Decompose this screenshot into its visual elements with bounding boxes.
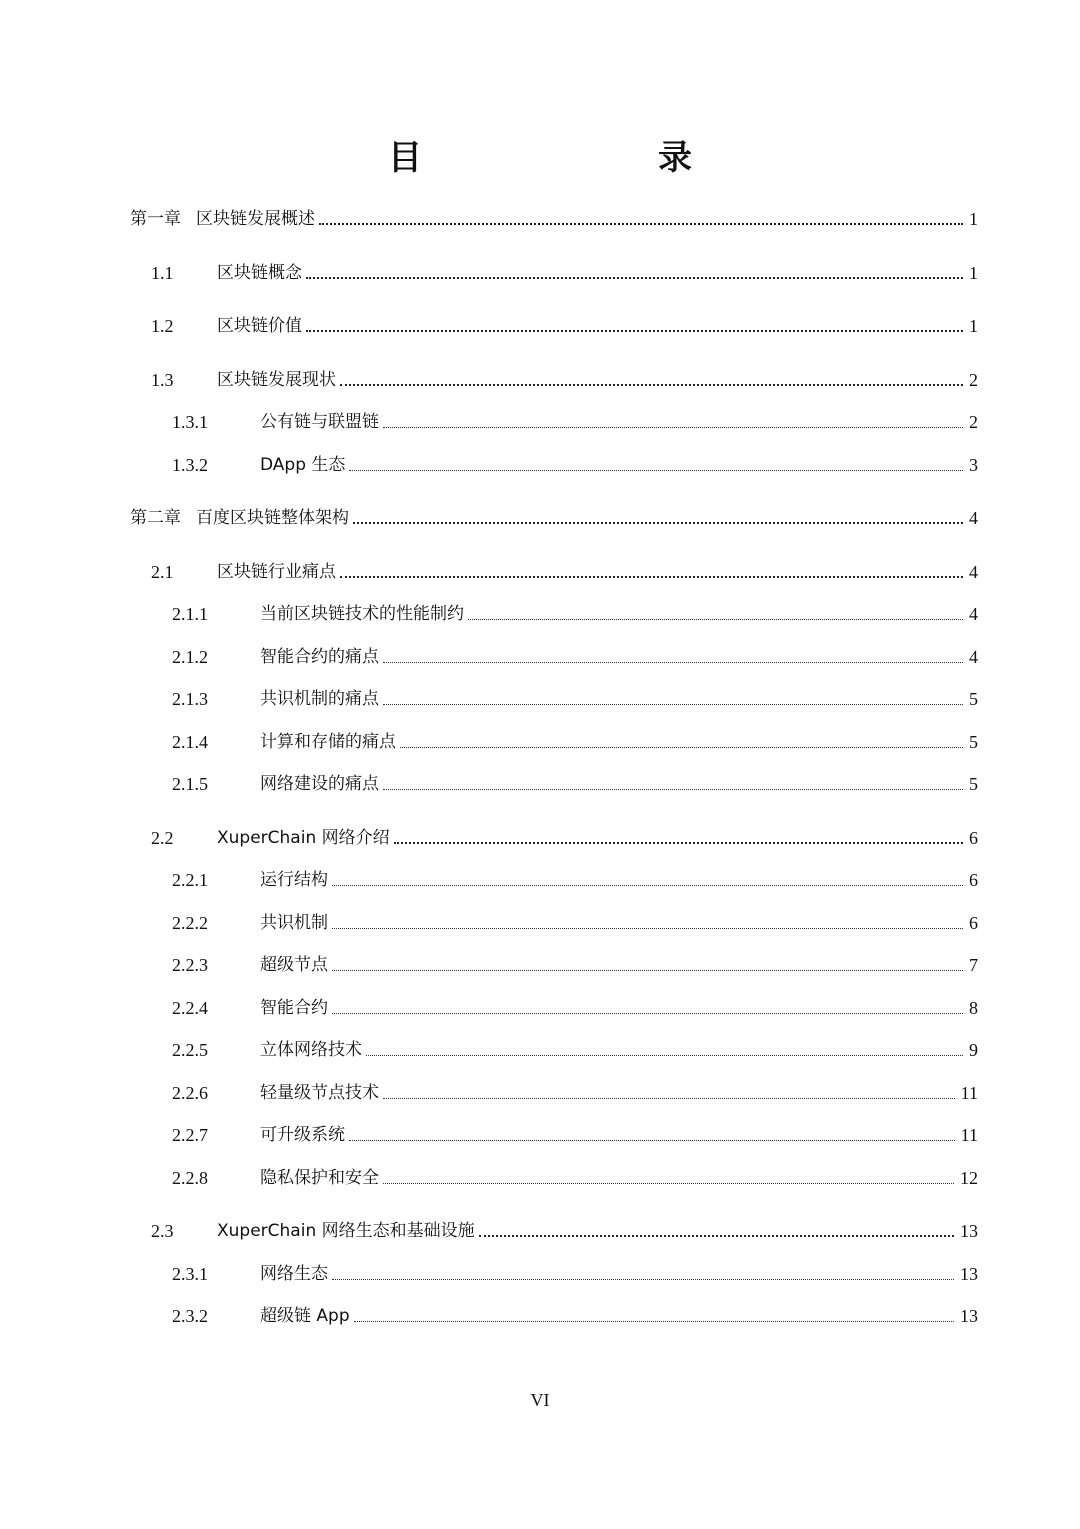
toc-label: 网络建设的痛点 [260, 774, 379, 794]
dot-leader [353, 521, 963, 524]
toc-entry-2-2-4[interactable] [172, 990, 978, 1020]
toc-entry-2-1-4[interactable] [172, 724, 978, 754]
dot-leader [340, 383, 963, 386]
page-title: 目 录 [388, 138, 748, 178]
toc-label: DApp 生态 [260, 455, 346, 475]
toc-label: 立体网络技术 [260, 1040, 362, 1060]
toc-entry-2-3[interactable] [151, 1213, 978, 1243]
toc-number: 第一章 [130, 209, 181, 229]
toc-entry-2-1-2[interactable] [172, 639, 978, 669]
toc-label: 超级节点 [260, 955, 328, 975]
toc-entry-2-2-6[interactable] [172, 1075, 978, 1105]
toc-page: 4 [969, 604, 978, 624]
toc-label: 百度区块链整体架构 [196, 508, 349, 528]
dot-leader [340, 575, 963, 578]
toc-number: 2.3 [151, 1221, 174, 1241]
toc-page: 6 [969, 913, 978, 933]
toc-page: 12 [960, 1168, 978, 1188]
dot-leader [332, 1278, 954, 1280]
toc-number: 2.1.2 [172, 647, 208, 667]
toc-page: 11 [960, 1125, 978, 1145]
toc-number: 2.2.1 [172, 870, 208, 890]
toc-page: 1 [969, 316, 978, 336]
toc-number: 第二章 [130, 508, 181, 528]
toc-label: 智能合约 [260, 998, 328, 1018]
toc-page: 4 [969, 508, 978, 528]
toc-page: 2 [969, 370, 978, 390]
toc-label: 计算和存储的痛点 [260, 732, 396, 752]
toc-number: 2.1.4 [172, 732, 208, 752]
toc-entry-2-1-3[interactable] [172, 681, 978, 711]
toc-number: 1.3.2 [172, 455, 208, 475]
toc-entry-chapter-1[interactable] [130, 201, 978, 231]
toc-entry-2-2-5[interactable] [172, 1032, 978, 1062]
dot-leader [479, 1234, 954, 1237]
toc-entry-1-2[interactable] [151, 308, 978, 338]
toc-label: 当前区块链技术的性能制约 [260, 604, 464, 624]
toc-label: 隐私保护和安全 [260, 1168, 379, 1188]
toc-entry-1-3-2[interactable] [172, 447, 978, 477]
toc-label: 可升级系统 [260, 1125, 345, 1145]
toc-entry-2-2-2[interactable] [172, 905, 978, 935]
toc-number: 2.1 [151, 562, 174, 582]
toc-number: 2.2.6 [172, 1083, 208, 1103]
dot-leader [366, 1054, 963, 1056]
toc-number: 2.2.3 [172, 955, 208, 975]
toc-entry-1-3[interactable] [151, 362, 978, 392]
toc-number: 1.1 [151, 263, 174, 283]
toc-number: 2.2.7 [172, 1125, 208, 1145]
toc-label: 公有链与联盟链 [260, 412, 379, 432]
toc-page: 8 [969, 998, 978, 1018]
toc-entry-2-3-1[interactable] [172, 1256, 978, 1286]
toc-label: 运行结构 [260, 870, 328, 890]
dot-leader [383, 1182, 954, 1184]
toc-label: 区块链发展现状 [217, 370, 336, 390]
dot-leader [319, 222, 963, 225]
toc-entry-2-1-5[interactable] [172, 766, 978, 796]
toc-page: 9 [969, 1040, 978, 1060]
toc-label: 区块链价值 [217, 316, 302, 336]
toc-entry-1-3-1[interactable] [172, 404, 978, 434]
toc-number: 2.2.8 [172, 1168, 208, 1188]
toc-number: 2.2.2 [172, 913, 208, 933]
toc-entry-2-1[interactable] [151, 554, 978, 584]
toc-page: 11 [960, 1083, 978, 1103]
toc-page: 4 [969, 647, 978, 667]
dot-leader [349, 1139, 955, 1141]
toc-entry-2-1-1[interactable] [172, 596, 978, 626]
toc-entry-2-2-3[interactable] [172, 947, 978, 977]
toc-label: 区块链概念 [217, 263, 302, 283]
toc-page: 6 [969, 870, 978, 890]
dot-leader [394, 841, 963, 844]
toc-entry-chapter-2[interactable] [130, 500, 978, 530]
toc-page: 7 [969, 955, 978, 975]
toc-entry-1-1[interactable] [151, 255, 978, 285]
toc-entry-2-2-8[interactable] [172, 1160, 978, 1190]
toc-page: 1 [969, 209, 978, 229]
toc-number: 2.1.5 [172, 774, 208, 794]
dot-leader [468, 618, 963, 620]
toc-entry-2-3-2[interactable] [172, 1298, 978, 1328]
toc-label: 超级链 App [260, 1306, 350, 1326]
toc-number: 2.3.1 [172, 1264, 208, 1284]
toc-page: 2 [969, 412, 978, 432]
dot-leader [383, 703, 963, 705]
toc-number: 2.1.1 [172, 604, 208, 624]
dot-leader [306, 329, 963, 332]
toc-label: XuperChain 网络介绍 [217, 828, 390, 848]
toc-number: 1.3 [151, 370, 174, 390]
toc-label: XuperChain 网络生态和基础设施 [217, 1221, 475, 1241]
toc-number: 2.1.3 [172, 689, 208, 709]
toc-page: 3 [969, 455, 978, 475]
dot-leader [332, 969, 963, 971]
toc-number: 2.3.2 [172, 1306, 208, 1326]
toc-entry-2-2-7[interactable] [172, 1117, 978, 1147]
dot-leader [332, 1012, 963, 1014]
toc-page: 13 [960, 1264, 978, 1284]
toc-number: 1.3.1 [172, 412, 208, 432]
toc-page: 5 [969, 732, 978, 752]
toc-page: 5 [969, 689, 978, 709]
footer-page-number: VI [530, 1390, 550, 1410]
toc-entry-2-2-1[interactable] [172, 862, 978, 892]
toc-page: 5 [969, 774, 978, 794]
toc-number: 1.2 [151, 316, 174, 336]
toc-entry-2-2[interactable] [151, 820, 978, 850]
dot-leader [383, 426, 963, 428]
toc-label: 共识机制的痛点 [260, 689, 379, 709]
toc-page: 13 [960, 1221, 978, 1241]
dot-leader [383, 788, 963, 790]
toc-number: 2.2 [151, 828, 174, 848]
dot-leader [383, 1097, 955, 1099]
dot-leader [349, 469, 963, 471]
toc-number: 2.2.4 [172, 998, 208, 1018]
dot-leader [332, 884, 963, 886]
dot-leader [400, 746, 963, 748]
toc-number: 2.2.5 [172, 1040, 208, 1060]
toc-label: 区块链发展概述 [196, 209, 315, 229]
dot-leader [306, 276, 963, 279]
dot-leader [332, 927, 963, 929]
toc-label: 区块链行业痛点 [217, 562, 336, 582]
toc-page: 13 [960, 1306, 978, 1326]
toc-page: 4 [969, 562, 978, 582]
toc-label: 智能合约的痛点 [260, 647, 379, 667]
dot-leader [383, 661, 963, 663]
toc-label: 共识机制 [260, 913, 328, 933]
toc-label: 网络生态 [260, 1264, 328, 1284]
dot-leader [354, 1320, 954, 1322]
toc-label: 轻量级节点技术 [260, 1083, 379, 1103]
toc-page: 6 [969, 828, 978, 848]
toc-page: 1 [969, 263, 978, 283]
